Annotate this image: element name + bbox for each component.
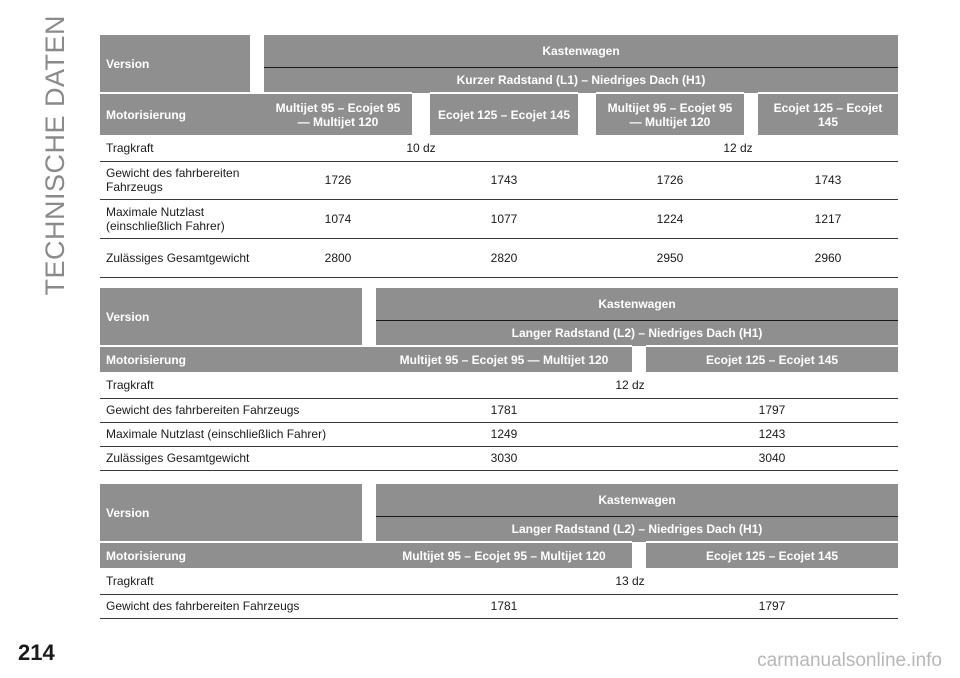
row-value: 1077 bbox=[430, 199, 578, 238]
row-value: 2960 bbox=[758, 238, 898, 277]
engine-label: Motorisierung bbox=[100, 346, 362, 372]
row-label: Tragkraft bbox=[100, 372, 362, 398]
row-label: Gewicht des fahrbereiten Fahrzeugs bbox=[100, 161, 264, 199]
row-value: 2950 bbox=[596, 238, 744, 277]
row-value: 2800 bbox=[264, 238, 412, 277]
spec-table-short-wheelbase bbox=[100, 35, 898, 278]
engine-col-1: Multijet 95 – Ecojet 95 – Multijet 120 bbox=[376, 542, 632, 568]
table-header-row bbox=[100, 35, 898, 67]
engine-row bbox=[100, 346, 898, 372]
row-label: Zulässiges Gesamtgewicht bbox=[100, 238, 264, 277]
row-value: 13 dz bbox=[362, 568, 898, 594]
row-value: 3030 bbox=[376, 446, 632, 470]
table-row bbox=[100, 372, 898, 398]
watermark-text: carmanualsonline.info bbox=[757, 650, 942, 671]
row-value: 1743 bbox=[430, 161, 578, 199]
version-label: Version bbox=[100, 288, 362, 346]
table-row bbox=[100, 594, 898, 618]
header-gap bbox=[250, 35, 264, 93]
header-gap bbox=[362, 288, 376, 346]
engine-col-4: Ecojet 125 – Ecojet 145 bbox=[758, 93, 898, 135]
spec-table-long-wheelbase-13dz bbox=[100, 484, 898, 619]
table-row bbox=[100, 568, 898, 594]
engine-col-2: Ecojet 125 – Ecojet 145 bbox=[430, 93, 578, 135]
table-row bbox=[100, 135, 898, 161]
row-label: Maximale Nutzlast (einschließlich Fahrer) bbox=[100, 422, 362, 446]
table-row bbox=[100, 238, 898, 277]
row-value: 1217 bbox=[758, 199, 898, 238]
row-label: Gewicht des fahrbereiten Fahrzeugs bbox=[100, 594, 362, 618]
version-label: Version bbox=[100, 484, 362, 542]
row-value: 3040 bbox=[646, 446, 898, 470]
table-header-row bbox=[100, 484, 898, 516]
header-gap bbox=[362, 484, 376, 542]
row-value: 12 dz bbox=[362, 372, 898, 398]
engine-col-3: Multijet 95 – Ecojet 95 — Multijet 120 bbox=[596, 93, 744, 135]
row-value: 1743 bbox=[758, 161, 898, 199]
row-label: Maximale Nutzlast (einschließlich Fahrer) bbox=[100, 199, 264, 238]
engine-label: Motorisierung bbox=[100, 93, 250, 135]
row-label: Tragkraft bbox=[100, 568, 362, 594]
version-value: Kastenwagen bbox=[264, 35, 898, 67]
table-row bbox=[100, 422, 898, 446]
row-label: Tragkraft bbox=[100, 135, 264, 161]
row-value: 1224 bbox=[596, 199, 744, 238]
table-row bbox=[100, 199, 898, 238]
section-title-text: TECHNISCHE DATEN bbox=[39, 14, 70, 296]
spec-table-long-wheelbase bbox=[100, 288, 898, 471]
row-value: 1074 bbox=[264, 199, 412, 238]
version-label: Version bbox=[100, 35, 250, 93]
engine-label: Motorisierung bbox=[100, 542, 362, 568]
engine-col-2: Ecojet 125 – Ecojet 145 bbox=[646, 542, 898, 568]
row-value: 1781 bbox=[376, 594, 632, 618]
engine-row bbox=[100, 93, 898, 135]
row-value: 1797 bbox=[646, 594, 898, 618]
row-value: 1726 bbox=[264, 161, 412, 199]
row-label: Zulässiges Gesamtgewicht bbox=[100, 446, 362, 470]
engine-row bbox=[100, 542, 898, 568]
row-label: Gewicht des fahrbereiten Fahrzeugs bbox=[100, 398, 362, 422]
table-row bbox=[100, 446, 898, 470]
row-value: 12 dz bbox=[578, 135, 898, 161]
wheelbase-subheader: Langer Radstand (L2) – Niedriges Dach (H1) bbox=[376, 320, 898, 346]
row-value: 1726 bbox=[596, 161, 744, 199]
engine-col-2: Ecojet 125 – Ecojet 145 bbox=[646, 346, 898, 372]
engine-col-1: Multijet 95 – Ecojet 95 — Multijet 120 bbox=[264, 93, 412, 135]
row-value: 10 dz bbox=[264, 135, 578, 161]
row-value: 1781 bbox=[376, 398, 632, 422]
row-value: 2820 bbox=[430, 238, 578, 277]
table-row bbox=[100, 398, 898, 422]
wheelbase-subheader: Langer Radstand (L2) – Niedriges Dach (H1) bbox=[376, 516, 898, 542]
row-value: 1249 bbox=[376, 422, 632, 446]
section-side-title bbox=[28, 14, 82, 296]
page-number: 214 bbox=[18, 640, 55, 665]
row-value: 1243 bbox=[646, 422, 898, 446]
version-value: Kastenwagen bbox=[376, 484, 898, 516]
wheelbase-subheader: Kurzer Radstand (L1) – Niedriges Dach (H1) bbox=[264, 67, 898, 93]
table-row bbox=[100, 161, 898, 199]
table-header-row bbox=[100, 288, 898, 320]
row-value: 1797 bbox=[646, 398, 898, 422]
engine-col-1: Multijet 95 – Ecojet 95 — Multijet 120 bbox=[376, 346, 632, 372]
version-value: Kastenwagen bbox=[376, 288, 898, 320]
